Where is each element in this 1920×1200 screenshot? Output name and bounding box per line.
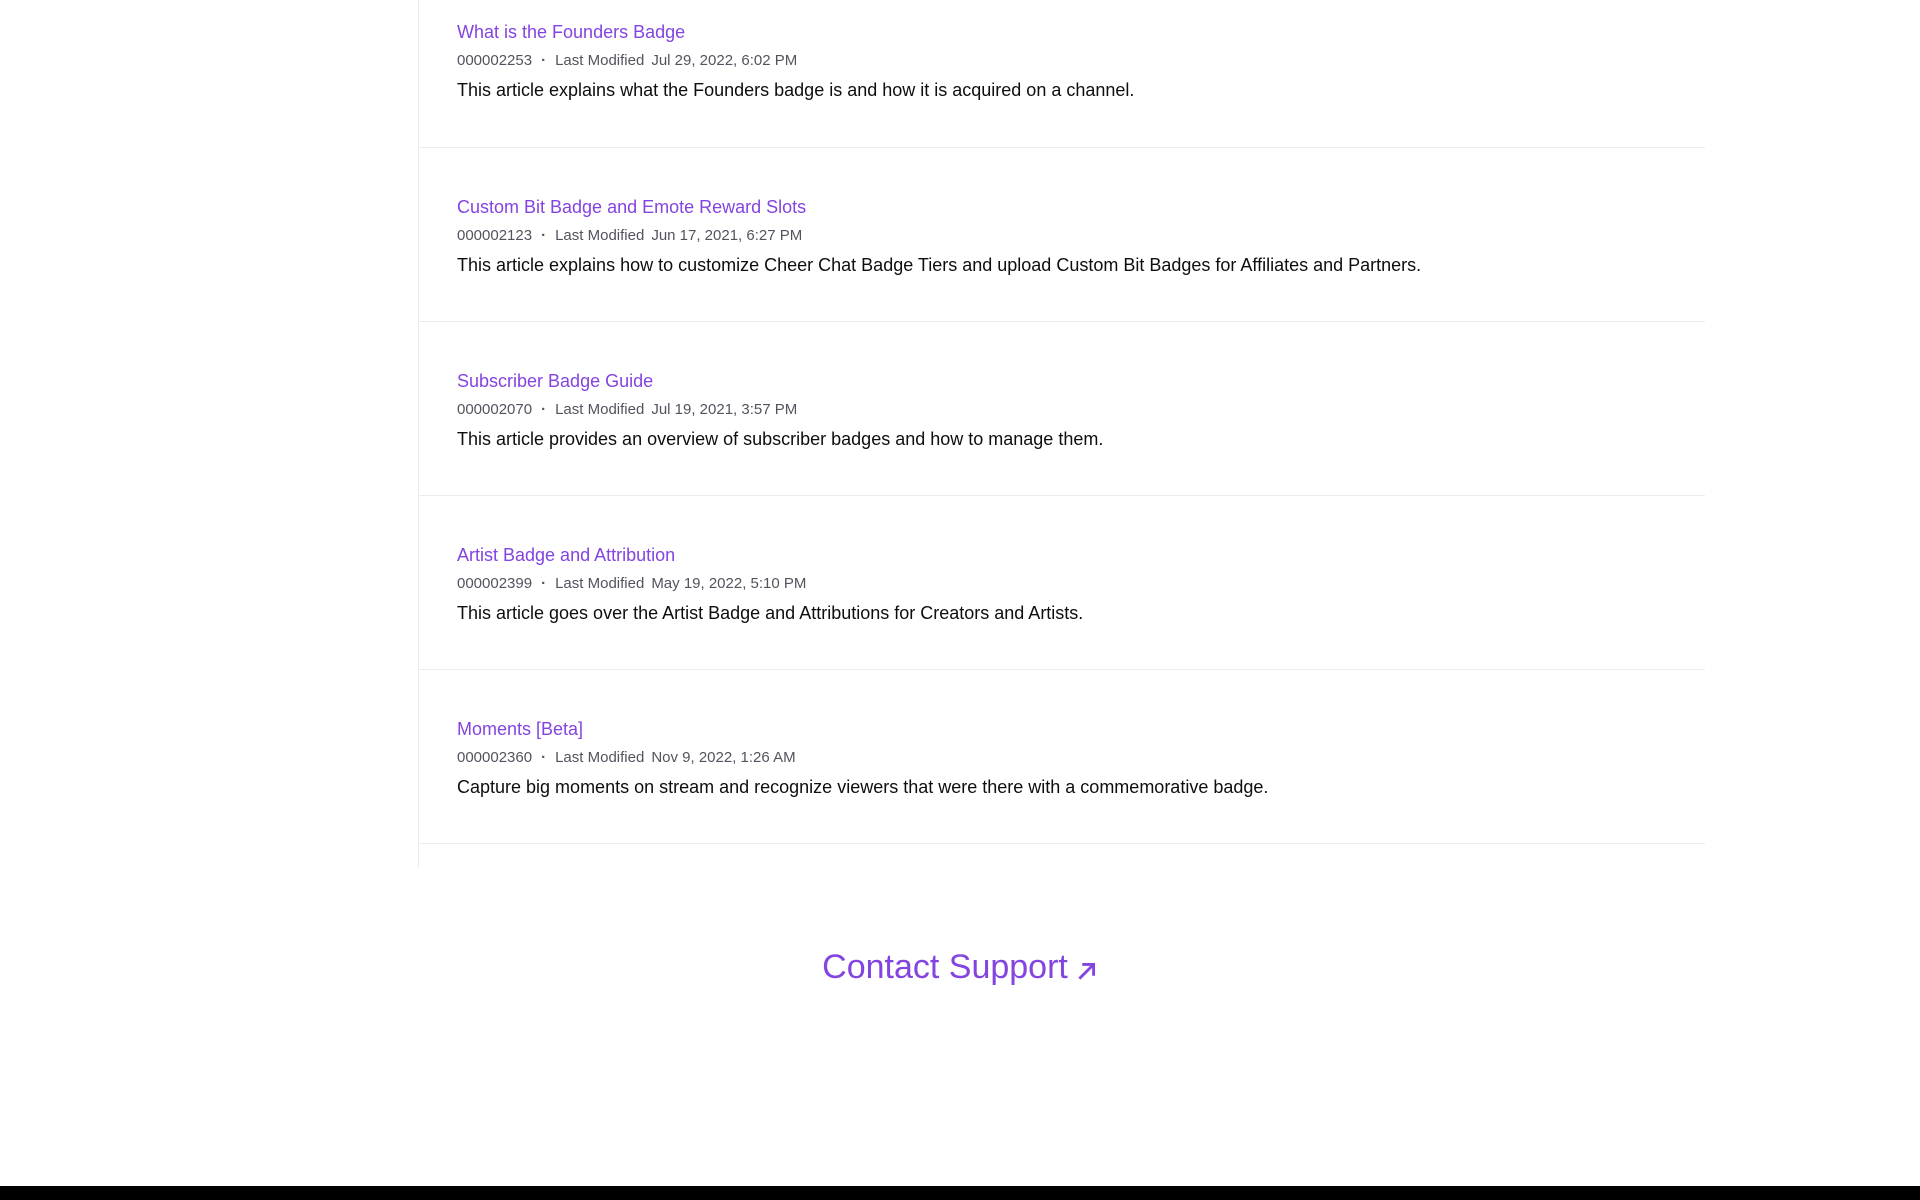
contact-support-link[interactable]	[822, 948, 1098, 987]
list-item	[419, 523, 1705, 670]
article-meta	[457, 401, 797, 418]
article-description: This article goes over the Artist Badge and Attributions for Creators and Artists.	[457, 603, 1084, 623]
article-description: This article provides an overview of subscriber badges and how to manage them.	[457, 429, 1104, 449]
article-results-list	[418, 0, 1705, 868]
article-id: 000002253	[457, 52, 533, 69]
list-item	[419, 349, 1705, 496]
list-item	[419, 175, 1705, 322]
article-id: 000002360	[457, 749, 533, 766]
last-modified-label: Last Modified	[555, 227, 645, 244]
article-meta	[457, 52, 797, 69]
meta-separator: ·	[541, 227, 547, 244]
list-item	[419, 697, 1705, 844]
article-title-link[interactable]: Custom Bit Badge and Emote Reward Slots	[457, 197, 807, 217]
external-arrow-icon	[1076, 960, 1098, 982]
article-meta	[457, 227, 802, 244]
article-id: 000002070	[457, 401, 533, 418]
last-modified-label: Last Modified	[555, 749, 645, 766]
footer-bar	[0, 1186, 1920, 1200]
last-modified-date: May 19, 2022, 5:10 PM	[651, 575, 807, 592]
last-modified-label: Last Modified	[555, 52, 645, 69]
article-id: 000002399	[457, 575, 533, 592]
meta-separator: ·	[541, 401, 547, 418]
article-title-link[interactable]: Subscriber Badge Guide	[457, 371, 654, 391]
article-meta	[457, 749, 796, 766]
article-description: This article explains how to customize Cheer Chat Badge Tiers and upload Custom Bit Badges for Affiliates and Partners.	[457, 255, 1422, 275]
list-item	[419, 0, 1705, 148]
last-modified-date: Jul 29, 2022, 6:02 PM	[651, 52, 798, 69]
meta-separator: ·	[541, 749, 547, 766]
last-modified-date: Jul 19, 2021, 3:57 PM	[651, 401, 798, 418]
contact-support-label: Contact Support	[822, 948, 1068, 986]
article-id: 000002123	[457, 227, 533, 244]
last-modified-date: Jun 17, 2021, 6:27 PM	[651, 227, 803, 244]
last-modified-date: Nov 9, 2022, 1:26 AM	[651, 749, 796, 766]
article-title-link[interactable]: What is the Founders Badge	[457, 22, 686, 42]
contact-support-section	[0, 948, 1920, 987]
meta-separator: ·	[541, 52, 547, 69]
last-modified-label: Last Modified	[555, 575, 645, 592]
article-meta	[457, 575, 806, 592]
article-description: This article explains what the Founders badge is and how it is acquired on a channel.	[457, 80, 1135, 100]
article-title-link[interactable]: Artist Badge and Attribution	[457, 545, 676, 565]
article-title-link[interactable]: Moments [Beta]	[457, 719, 584, 739]
last-modified-label: Last Modified	[555, 401, 645, 418]
meta-separator: ·	[541, 575, 547, 592]
article-description: Capture big moments on stream and recognize viewers that were there with a commemorative badge.	[457, 777, 1269, 797]
